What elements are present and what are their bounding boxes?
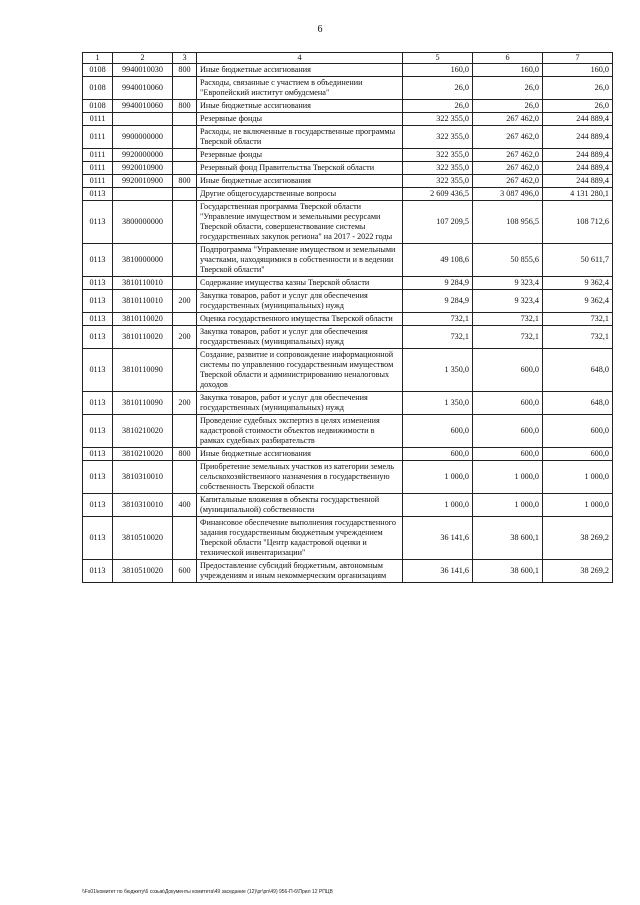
expense-type-cell <box>173 188 197 201</box>
amount-year3-cell: 9 362,4 <box>543 277 613 290</box>
item-name-cell: Расходы, связанные с участием в объединении "Европейский институт омбудсмена" <box>197 77 403 100</box>
item-name-cell: Резервные фонды <box>197 113 403 126</box>
item-name-cell: Расходы, не включенные в государственные программы Тверской области <box>197 126 403 149</box>
amount-year3-cell: 244 889,4 <box>543 126 613 149</box>
amount-year3-cell: 244 889,4 <box>543 175 613 188</box>
table-row <box>83 494 613 517</box>
item-name-cell: Предоставление субсидий бюджетным, автономным учреждениям и иным некоммерческим организациям <box>197 560 403 583</box>
amount-year1-cell: 36 141,6 <box>403 517 473 560</box>
budget-table <box>82 52 613 583</box>
table-row <box>83 244 613 277</box>
section-code-cell: 0113 <box>83 560 113 583</box>
page-number: 6 <box>317 24 323 35</box>
table-row <box>83 313 613 326</box>
section-code-cell: 0111 <box>83 149 113 162</box>
table-row <box>83 162 613 175</box>
amount-year2-cell: 108 956,5 <box>473 201 543 244</box>
table-row <box>83 64 613 77</box>
target-article-cell: 9920010900 <box>113 175 173 188</box>
expense-type-cell <box>173 415 197 448</box>
amount-year1-cell: 1 000,0 <box>403 461 473 494</box>
amount-year1-cell: 9 284,9 <box>403 290 473 313</box>
expense-type-cell: 200 <box>173 392 197 415</box>
item-name-cell: Закупка товаров, работ и услуг для обеспечения государственных (муниципальных) нужд <box>197 326 403 349</box>
table-row <box>83 326 613 349</box>
file-path-footer: \\Fs01\комитет по бюджету\6 созыв\Документы комитета\49 заседание (12)\рг\рп\49) 956-П-6\Прил 12 РПЦВ <box>82 889 333 895</box>
expense-type-cell <box>173 461 197 494</box>
amount-year2-cell: 3 087 496,0 <box>473 188 543 201</box>
amount-year2-cell: 600,0 <box>473 349 543 392</box>
expense-type-cell: 200 <box>173 326 197 349</box>
amount-year2-cell: 1 000,0 <box>473 494 543 517</box>
amount-year2-cell: 732,1 <box>473 313 543 326</box>
amount-year3-cell: 732,1 <box>543 313 613 326</box>
expense-type-cell: 200 <box>173 290 197 313</box>
amount-year3-cell: 26,0 <box>543 77 613 100</box>
target-article-cell: 3810110020 <box>113 326 173 349</box>
target-article-cell: 3810210020 <box>113 448 173 461</box>
expense-type-cell <box>173 244 197 277</box>
amount-year2-cell: 26,0 <box>473 100 543 113</box>
section-code-cell: 0111 <box>83 113 113 126</box>
amount-year3-cell: 38 269,2 <box>543 517 613 560</box>
expense-type-cell: 400 <box>173 494 197 517</box>
table-row <box>83 392 613 415</box>
section-code-cell: 0113 <box>83 277 113 290</box>
item-name-cell: Закупка товаров, работ и услуг для обеспечения государственных (муниципальных) нужд <box>197 392 403 415</box>
column-header: 1 <box>83 53 113 64</box>
column-header: 7 <box>543 53 613 64</box>
expense-type-cell <box>173 149 197 162</box>
table-body <box>83 64 613 583</box>
amount-year3-cell: 600,0 <box>543 448 613 461</box>
table-row <box>83 415 613 448</box>
target-article-cell: 3810310010 <box>113 494 173 517</box>
amount-year1-cell: 26,0 <box>403 100 473 113</box>
target-article-cell: 3810210020 <box>113 415 173 448</box>
table-header-row <box>83 53 613 64</box>
section-code-cell: 0108 <box>83 64 113 77</box>
amount-year3-cell: 108 712,6 <box>543 201 613 244</box>
target-article-cell: 3810000000 <box>113 244 173 277</box>
item-name-cell: Иные бюджетные ассигнования <box>197 448 403 461</box>
section-code-cell: 0113 <box>83 290 113 313</box>
section-code-cell: 0113 <box>83 313 113 326</box>
target-article-cell: 3810110010 <box>113 290 173 313</box>
amount-year1-cell: 26,0 <box>403 77 473 100</box>
amount-year2-cell: 267 462,0 <box>473 149 543 162</box>
amount-year3-cell: 648,0 <box>543 349 613 392</box>
table-row <box>83 77 613 100</box>
amount-year2-cell: 600,0 <box>473 448 543 461</box>
amount-year1-cell: 1 000,0 <box>403 494 473 517</box>
section-code-cell: 0113 <box>83 349 113 392</box>
expense-type-cell: 600 <box>173 560 197 583</box>
amount-year1-cell: 732,1 <box>403 326 473 349</box>
amount-year3-cell: 600,0 <box>543 415 613 448</box>
amount-year1-cell: 322 355,0 <box>403 113 473 126</box>
expense-type-cell: 800 <box>173 64 197 77</box>
target-article-cell: 3800000000 <box>113 201 173 244</box>
amount-year3-cell: 244 889,4 <box>543 162 613 175</box>
amount-year1-cell: 732,1 <box>403 313 473 326</box>
table-row <box>83 277 613 290</box>
section-code-cell: 0113 <box>83 244 113 277</box>
expense-type-cell: 800 <box>173 448 197 461</box>
amount-year3-cell: 50 611,7 <box>543 244 613 277</box>
amount-year3-cell: 4 131 280,1 <box>543 188 613 201</box>
section-code-cell: 0113 <box>83 415 113 448</box>
amount-year1-cell: 322 355,0 <box>403 149 473 162</box>
amount-year3-cell: 1 000,0 <box>543 461 613 494</box>
amount-year1-cell: 160,0 <box>403 64 473 77</box>
expense-type-cell <box>173 113 197 126</box>
amount-year1-cell: 1 350,0 <box>403 392 473 415</box>
section-code-cell: 0113 <box>83 201 113 244</box>
amount-year1-cell: 322 355,0 <box>403 126 473 149</box>
amount-year2-cell: 267 462,0 <box>473 162 543 175</box>
target-article-cell: 9920000000 <box>113 149 173 162</box>
section-code-cell: 0113 <box>83 461 113 494</box>
amount-year2-cell: 38 600,1 <box>473 560 543 583</box>
target-article-cell: 9900000000 <box>113 126 173 149</box>
amount-year2-cell: 9 323,4 <box>473 290 543 313</box>
expense-type-cell <box>173 277 197 290</box>
column-header: 6 <box>473 53 543 64</box>
amount-year3-cell: 9 362,4 <box>543 290 613 313</box>
table-row <box>83 448 613 461</box>
section-code-cell: 0113 <box>83 392 113 415</box>
section-code-cell: 0108 <box>83 77 113 100</box>
amount-year1-cell: 322 355,0 <box>403 175 473 188</box>
target-article-cell: 9940010060 <box>113 77 173 100</box>
amount-year3-cell: 732,1 <box>543 326 613 349</box>
item-name-cell: Финансовое обеспечение выполнения государственного задания государственным бюджетным учреждением Тверской области "Центр кадастровой оценки и технической инвентаризации" <box>197 517 403 560</box>
amount-year1-cell: 322 355,0 <box>403 162 473 175</box>
item-name-cell: Иные бюджетные ассигнования <box>197 175 403 188</box>
expense-type-cell <box>173 349 197 392</box>
column-header: 4 <box>197 53 403 64</box>
column-header: 5 <box>403 53 473 64</box>
expense-type-cell <box>173 201 197 244</box>
section-code-cell: 0111 <box>83 162 113 175</box>
item-name-cell: Закупка товаров, работ и услуг для обеспечения государственных (муниципальных) нужд <box>197 290 403 313</box>
item-name-cell: Иные бюджетные ассигнования <box>197 64 403 77</box>
amount-year1-cell: 49 108,6 <box>403 244 473 277</box>
table-row <box>83 290 613 313</box>
item-name-cell: Подпрограмма "Управление имуществом и земельными участками, находящимися в собственности и в ведении Тверской области" <box>197 244 403 277</box>
amount-year2-cell: 26,0 <box>473 77 543 100</box>
item-name-cell: Резервный фонд Правительства Тверской области <box>197 162 403 175</box>
amount-year1-cell: 600,0 <box>403 415 473 448</box>
amount-year3-cell: 26,0 <box>543 100 613 113</box>
table-row <box>83 149 613 162</box>
item-name-cell: Капитальные вложения в объекты государственной (муниципальной) собственности <box>197 494 403 517</box>
item-name-cell: Иные бюджетные ассигнования <box>197 100 403 113</box>
section-code-cell: 0113 <box>83 188 113 201</box>
amount-year1-cell: 600,0 <box>403 448 473 461</box>
expense-type-cell <box>173 77 197 100</box>
target-article-cell: 3810110010 <box>113 277 173 290</box>
table-row <box>83 100 613 113</box>
target-article-cell: 3810110090 <box>113 392 173 415</box>
section-code-cell: 0113 <box>83 448 113 461</box>
table-row <box>83 175 613 188</box>
amount-year3-cell: 648,0 <box>543 392 613 415</box>
table-row <box>83 461 613 494</box>
amount-year1-cell: 1 350,0 <box>403 349 473 392</box>
expense-type-cell <box>173 313 197 326</box>
amount-year2-cell: 732,1 <box>473 326 543 349</box>
amount-year3-cell: 1 000,0 <box>543 494 613 517</box>
amount-year3-cell: 244 889,4 <box>543 149 613 162</box>
amount-year3-cell: 244 889,4 <box>543 113 613 126</box>
item-name-cell: Создание, развитие и сопровождение информационной системы по управлению государственным имуществом Тверской области и администрированию неналоговых доходов <box>197 349 403 392</box>
item-name-cell: Другие общегосударственные вопросы <box>197 188 403 201</box>
table-row <box>83 517 613 560</box>
target-article-cell: 3810110020 <box>113 313 173 326</box>
item-name-cell: Оценка государственного имущества Тверской области <box>197 313 403 326</box>
amount-year2-cell: 267 462,0 <box>473 126 543 149</box>
target-article-cell: 9920010900 <box>113 162 173 175</box>
amount-year2-cell: 1 000,0 <box>473 461 543 494</box>
amount-year3-cell: 38 269,2 <box>543 560 613 583</box>
expense-type-cell <box>173 517 197 560</box>
amount-year2-cell: 267 462,0 <box>473 175 543 188</box>
amount-year1-cell: 2 609 436,5 <box>403 188 473 201</box>
target-article-cell: 9940010030 <box>113 64 173 77</box>
section-code-cell: 0113 <box>83 494 113 517</box>
table-row <box>83 560 613 583</box>
target-article-cell <box>113 188 173 201</box>
amount-year3-cell: 160,0 <box>543 64 613 77</box>
amount-year1-cell: 107 209,5 <box>403 201 473 244</box>
section-code-cell: 0111 <box>83 126 113 149</box>
target-article-cell: 9940010060 <box>113 100 173 113</box>
section-code-cell: 0113 <box>83 326 113 349</box>
amount-year1-cell: 9 284,9 <box>403 277 473 290</box>
amount-year2-cell: 9 323,4 <box>473 277 543 290</box>
table-row <box>83 188 613 201</box>
column-header: 2 <box>113 53 173 64</box>
target-article-cell: 3810110090 <box>113 349 173 392</box>
amount-year2-cell: 600,0 <box>473 415 543 448</box>
table-row <box>83 349 613 392</box>
expense-type-cell <box>173 126 197 149</box>
amount-year1-cell: 36 141,6 <box>403 560 473 583</box>
amount-year2-cell: 267 462,0 <box>473 113 543 126</box>
item-name-cell: Приобретение земельных участков из категории земель сельскохозяйственного назначения в государственную собственность Тверской области <box>197 461 403 494</box>
section-code-cell: 0108 <box>83 100 113 113</box>
amount-year2-cell: 38 600,1 <box>473 517 543 560</box>
table-row <box>83 126 613 149</box>
target-article-cell: 3810510020 <box>113 560 173 583</box>
amount-year2-cell: 600,0 <box>473 392 543 415</box>
item-name-cell: Резервные фонды <box>197 149 403 162</box>
target-article-cell: 3810510020 <box>113 517 173 560</box>
column-header: 3 <box>173 53 197 64</box>
amount-year2-cell: 50 855,6 <box>473 244 543 277</box>
item-name-cell: Проведение судебных экспертиз в целях изменения кадастровой стоимости объектов недвижимости в рамках судебных разбирательств <box>197 415 403 448</box>
expense-type-cell: 800 <box>173 100 197 113</box>
target-article-cell <box>113 113 173 126</box>
expense-type-cell: 800 <box>173 175 197 188</box>
amount-year2-cell: 160,0 <box>473 64 543 77</box>
table-row <box>83 113 613 126</box>
target-article-cell: 3810310010 <box>113 461 173 494</box>
table-row <box>83 201 613 244</box>
section-code-cell: 0113 <box>83 517 113 560</box>
section-code-cell: 0111 <box>83 175 113 188</box>
item-name-cell: Содержание имущества казны Тверской области <box>197 277 403 290</box>
expense-type-cell <box>173 162 197 175</box>
item-name-cell: Государственная программа Тверской области "Управление имуществом и земельными ресурсами Тверской области, совершенствование системы государственных закупок региона" на 2017 - 2022 годы <box>197 201 403 244</box>
